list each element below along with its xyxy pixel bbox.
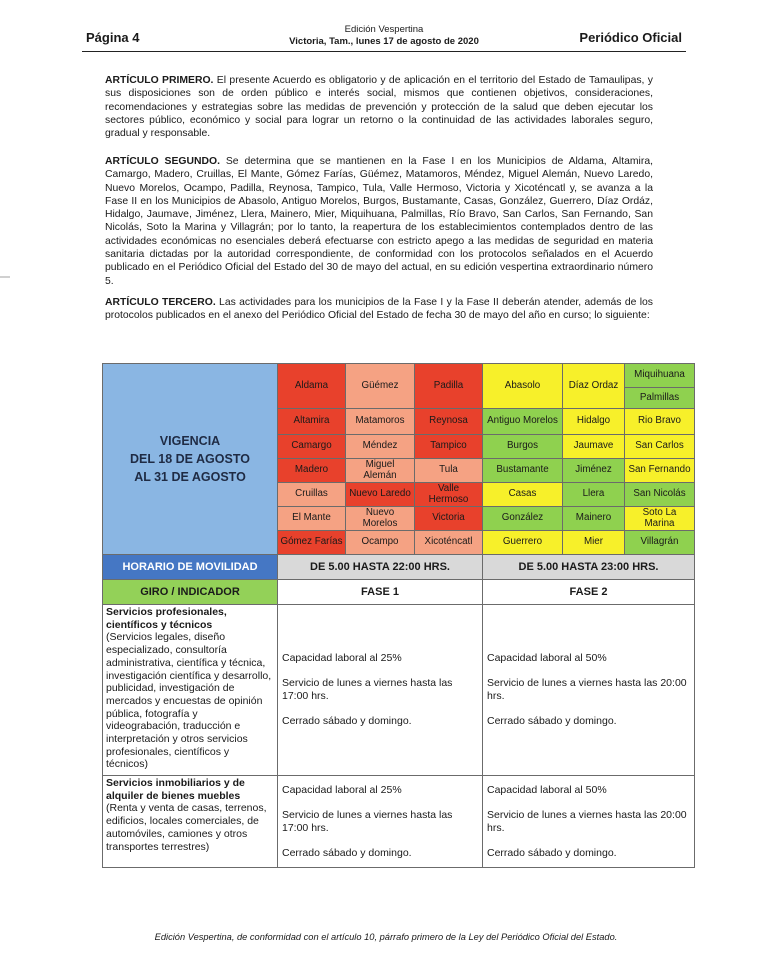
condition-line: Cerrado sábado y domingo. [282,715,412,727]
municipio-cell: Díaz Ordaz [563,364,625,409]
municipio-cell: Antiguo Morelos [483,409,563,435]
municipio-cell: Padilla [415,364,483,409]
article-text: El presente Acuerdo es obligatorio y de aplicación en el territorio del Estado de Tamaulipas, y sus disposiciones son de orden público e interés social, mismos que contienen objetivos, consideraciones, recomendaciones y estrategias sobre las medidas de prevención y protección de la salud que deben ejecutar los sectores público, económico y social para lograr un retorno o la continuidad de las actividades laborales seguro, gradual y responsable. [105,75,653,140]
condition-line: Capacidad laboral al 50% [487,652,607,664]
municipio-cell: Altamira [278,409,346,435]
activity-title: Servicios profesionales, científicos y técnicos [106,606,227,631]
vigencia-cell [103,364,278,555]
condition-line: Cerrado sábado y domingo. [282,846,412,859]
condition-line: Capacidad laboral al 50% [487,783,607,796]
municipio-cell: San Carlos [625,435,695,459]
page-header [82,20,686,52]
municipio-cell: Palmillas [625,388,695,409]
municipio-cell: Jiménez [563,459,625,483]
article-text: Se determina que se mantienen en la Fase I en los Municipios de Aldama, Altamira, Camargo, Madero, Cruillas, El Mante, Gómez Farías, Güémez, Matamoros, Méndez, Miguel Alemán, Nuevo Laredo, Nuevo Morelos, Ocampo, Padilla, Reynosa, Tampico, Tula, Valle Hermoso, Victoria y Xicoténcatl y, se avanza a la Fase II en los Municipios de Abasolo, Antiguo Morelos, Burgos, Bustamante, Casas, González, Guerrero, Díaz Ordáz, Hidalgo, Jaumave, Jiménez, Llera, Mainero, Mier, Miquihuana, Palmillas, Río Bravo, San Carlos, San Fernando, San Nicolás, Soto la Marina y Villagrán; por lo tanto, la reapertura de los establecimientos contemplados dentro de las actividades económicas no esenciales deberá efectuarse con estricto apego a las medidas de seguridad en materia sanitaria dictadas por la autoridad correspondiente, de conformidad con los protocolos señalados en el Acuerdo publicado en el Periódico Oficial del Estado del 30 de mayo del actual, en su edición vespertina extraordinario número 5. [105,156,653,287]
fase1-conditions [278,605,483,776]
article-heading: ARTÍCULO PRIMERO. [105,75,214,86]
fase2-conditions [483,776,695,868]
condition-line: Capacidad laboral al 25% [282,783,402,796]
article-primero [105,74,653,140]
condition-line: Servicio de lunes a viernes hasta las 20:00 hrs. [487,677,687,702]
giro-label: GIRO / INDICADOR [103,580,278,605]
municipio-cell: Jaumave [563,435,625,459]
horario-fase1: DE 5.00 HASTA 22:00 HRS. [278,555,483,580]
municipio-cell: Reynosa [415,409,483,435]
article-tercero [105,296,653,323]
activity-description [103,776,278,868]
horario-label: HORARIO DE MOVILIDAD [103,555,278,580]
condition-line: Servicio de lunes a viernes hasta las 17:00 hrs. [282,677,453,702]
municipio-cell: Mier [563,531,625,555]
article-heading: ARTÍCULO TERCERO. [105,297,216,308]
condition-line: Capacidad laboral al 25% [282,652,402,664]
municipio-cell: González [483,507,563,531]
condition-line: Servicio de lunes a viernes hasta las 17:00 hrs. [282,808,453,834]
vigencia-line: VIGENCIA [159,434,221,448]
activity-description [103,605,278,776]
article-heading: ARTÍCULO SEGUNDO. [105,156,220,167]
page-number: Página 4 [86,30,140,45]
municipio-cell: Llera [563,483,625,507]
horario-fase2: DE 5.00 HASTA 23:00 HRS. [483,555,695,580]
vigencia-line: DEL 18 DE AGOSTO [130,452,250,466]
municipio-cell: San Fernando [625,459,695,483]
municipio-cell: Xicoténcatl [415,531,483,555]
activity-detail: (Servicios legales, diseño especializado, consultoría administrativa, científica y técnica, investigación científica y desarrollo, publicidad, investigación de mercados y encuestas de opinión pública, fotografía y videograbación, traducción e interpretación y otros servicios profesionales, científicos y técnicos) [106,631,272,771]
municipio-cell: El Mante [278,507,346,531]
fase2-conditions [483,605,695,776]
page-edge-mark [0,276,10,278]
condition-line: Cerrado sábado y domingo. [487,846,617,859]
phase-table [102,363,695,868]
municipio-cell: Bustamante [483,459,563,483]
municipio-cell: Güémez [346,364,415,409]
municipio-cell: Villagrán [625,531,695,555]
municipio-cell: Victoria [415,507,483,531]
condition-line: Cerrado sábado y domingo. [487,715,617,727]
municipio-cell: Miquihuana [625,364,695,388]
municipio-cell: Rio Bravo [625,409,695,435]
municipio-cell: Miguel Alemán [346,459,415,483]
municipio-cell: Nuevo Laredo [346,483,415,507]
municipio-cell: Mainero [563,507,625,531]
publication-name: Periódico Oficial [579,30,682,45]
municipio-cell: San Nicolás [625,483,695,507]
municipio-cell: Guerrero [483,531,563,555]
municipio-cell: Camargo [278,435,346,459]
fase1-label: FASE 1 [278,580,483,605]
municipio-cell: Abasolo [483,364,563,409]
edition-label: Edición Vespertina [344,24,424,35]
municipio-cell: Méndez [346,435,415,459]
municipio-cell: Madero [278,459,346,483]
activity-title: Servicios inmobiliarios y de alquiler de bienes muebles [106,777,245,802]
municipio-cell: Burgos [483,435,563,459]
vigencia-line: AL 31 DE AGOSTO [134,470,246,484]
municipio-cell: Casas [483,483,563,507]
municipio-cell: Cruillas [278,483,346,507]
municipio-cell: Gómez Farías [278,531,346,555]
municipio-cell: Aldama [278,364,346,409]
article-text: Las actividades para los municipios de la Fase I y la Fase II deberán atender, además de los protocolos publicados en el anexo del Periódico Oficial del Estado de fecha 30 de mayo del año en curso; lo siguiente: [105,297,653,322]
date-line: Victoria, Tam., lunes 17 de agosto de 2020 [289,36,479,47]
municipio-cell: Matamoros [346,409,415,435]
article-segundo [105,155,653,288]
municipio-cell: Hidalgo [563,409,625,435]
municipio-cell: Tula [415,459,483,483]
municipio-cell: Valle Hermoso [415,483,483,507]
municipio-cell: Ocampo [346,531,415,555]
condition-line: Servicio de lunes a viernes hasta las 20:00 hrs. [487,808,687,834]
municipio-cell: Nuevo Morelos [346,507,415,531]
fase2-label: FASE 2 [483,580,695,605]
page-footer: Edición Vespertina, de conformidad con el artículo 10, párrafo primero de la Ley del Periódico Oficial del Estado. [154,932,618,942]
activity-detail: (Renta y venta de casas, terrenos, edificios, locales comerciales, de automóviles, camiones y otros transportes terrestres) [106,802,267,853]
municipio-cell: Soto La Marina [625,507,695,531]
municipio-cell: Tampico [415,435,483,459]
fase1-conditions [278,776,483,868]
